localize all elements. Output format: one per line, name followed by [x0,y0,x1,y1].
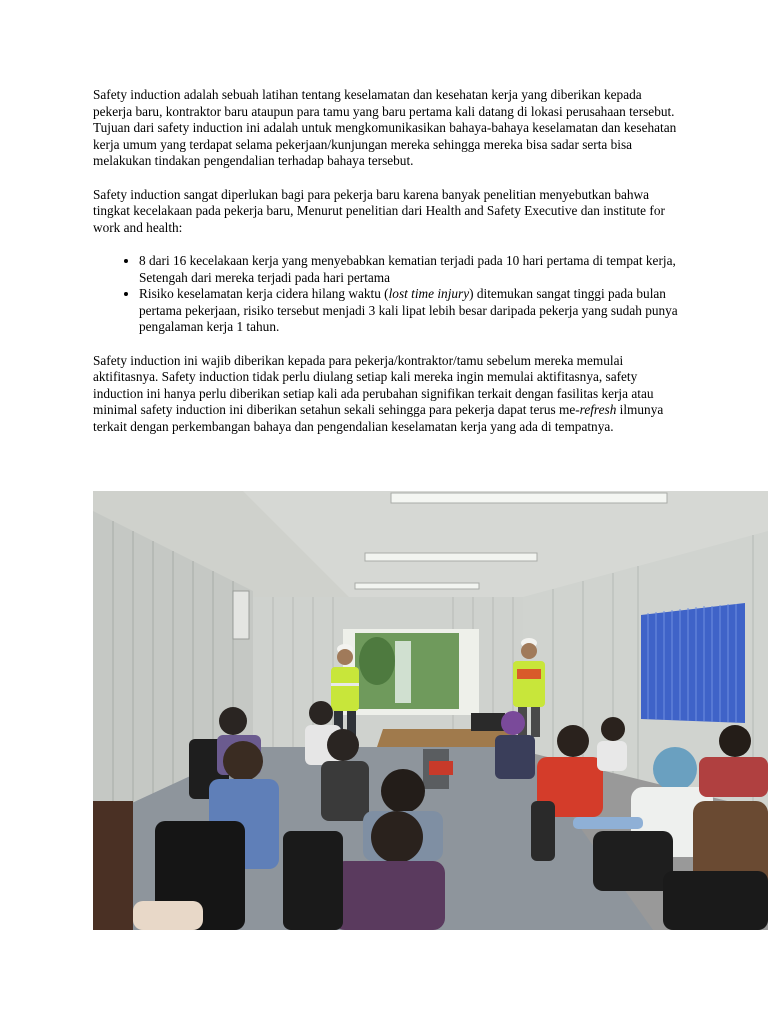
bullet-2-text-end: ) ditemukan sangat tinggi pada bulan pertama pekerjaan, risiko tersebut menjadi 3 kali lipat lebih besar daripada pekerja yang sudah punya pengalaman kerja 1 tahun. [139,286,678,335]
ceiling-light-2 [365,553,537,561]
paragraph-1: Safety induction adalah sebuah latihan tentang keselamatan dan kesehatan kerja yang diberikan kepada pekerja baru, kontraktor baru ataupun para tamu yang baru pertama kali datang di lokasi perusahaan tersebut. Tujuan dari safety induction ini adalah untuk mengkomunikasikan bahaya-bahaya keselamatan dan kesehatan kerja umum yang terdapat selama pekerjaan/kunjungan mereka sehingga mereka bisa sadar serta bisa melakukan tindakan pengendalian terhadap bahaya tersebut. [93,87,677,169]
bullet-2-text-start: Risiko keselamatan kerja cidera hilang waktu ( [139,286,389,302]
ceiling-light-1 [391,493,667,503]
projected-waterfall [395,641,411,703]
wall-ac-unit [233,591,249,639]
paragraph-3-end: ilmunya terkait dengan perkembangan bahaya dan pengendalian keselamatan kerja yang ada di tempatnya. [93,402,664,434]
window-blind [641,603,745,723]
training-room-illustration [93,491,768,930]
paragraph-3 [93,353,683,436]
bullet-item-2 [139,286,683,336]
paragraph-3-start: Safety induction ini wajib diberikan kepada para pekerja/kontraktor/tamu sebelum mereka memulai aktifitasnya. Safety induction tidak perlu diulang setiap kali mereka ingin memulai aktifitasnya, safety induction ini hanya perlu diberikan setiap kali ada perubahan signifikan terkait dengan fasilitas kerja atau minimal safety induction ini diberikan setahun sekali sehingga para pekerja dapat terus me- [93,352,654,418]
bullet-list [93,253,683,336]
paragraph-2: Safety induction sangat diperlukan bagi para pekerja baru karena banyak penelitian menyebutkan bahwa tingkat kecelakaan pada pekerja baru, Menurut penelitian dari Health and Safety Executive dan institute for work and health: [93,186,665,235]
red-box [429,761,453,775]
paragraph-3-italic: refresh [579,402,617,418]
ceiling-light-3 [355,583,479,589]
bullet-item-1: • 8 dari 16 kecelakaan kerja yang menyebabkan kematian terjadi pada 10 hari pertama di tempat kerja, Setengah dari mereka terjadi pada hari pertama [139,253,683,286]
bullet-2-italic: lost time injury [388,286,470,302]
article-text [93,87,683,452]
training-photo [93,491,768,930]
laptop [471,713,505,731]
projected-trees [359,637,395,685]
